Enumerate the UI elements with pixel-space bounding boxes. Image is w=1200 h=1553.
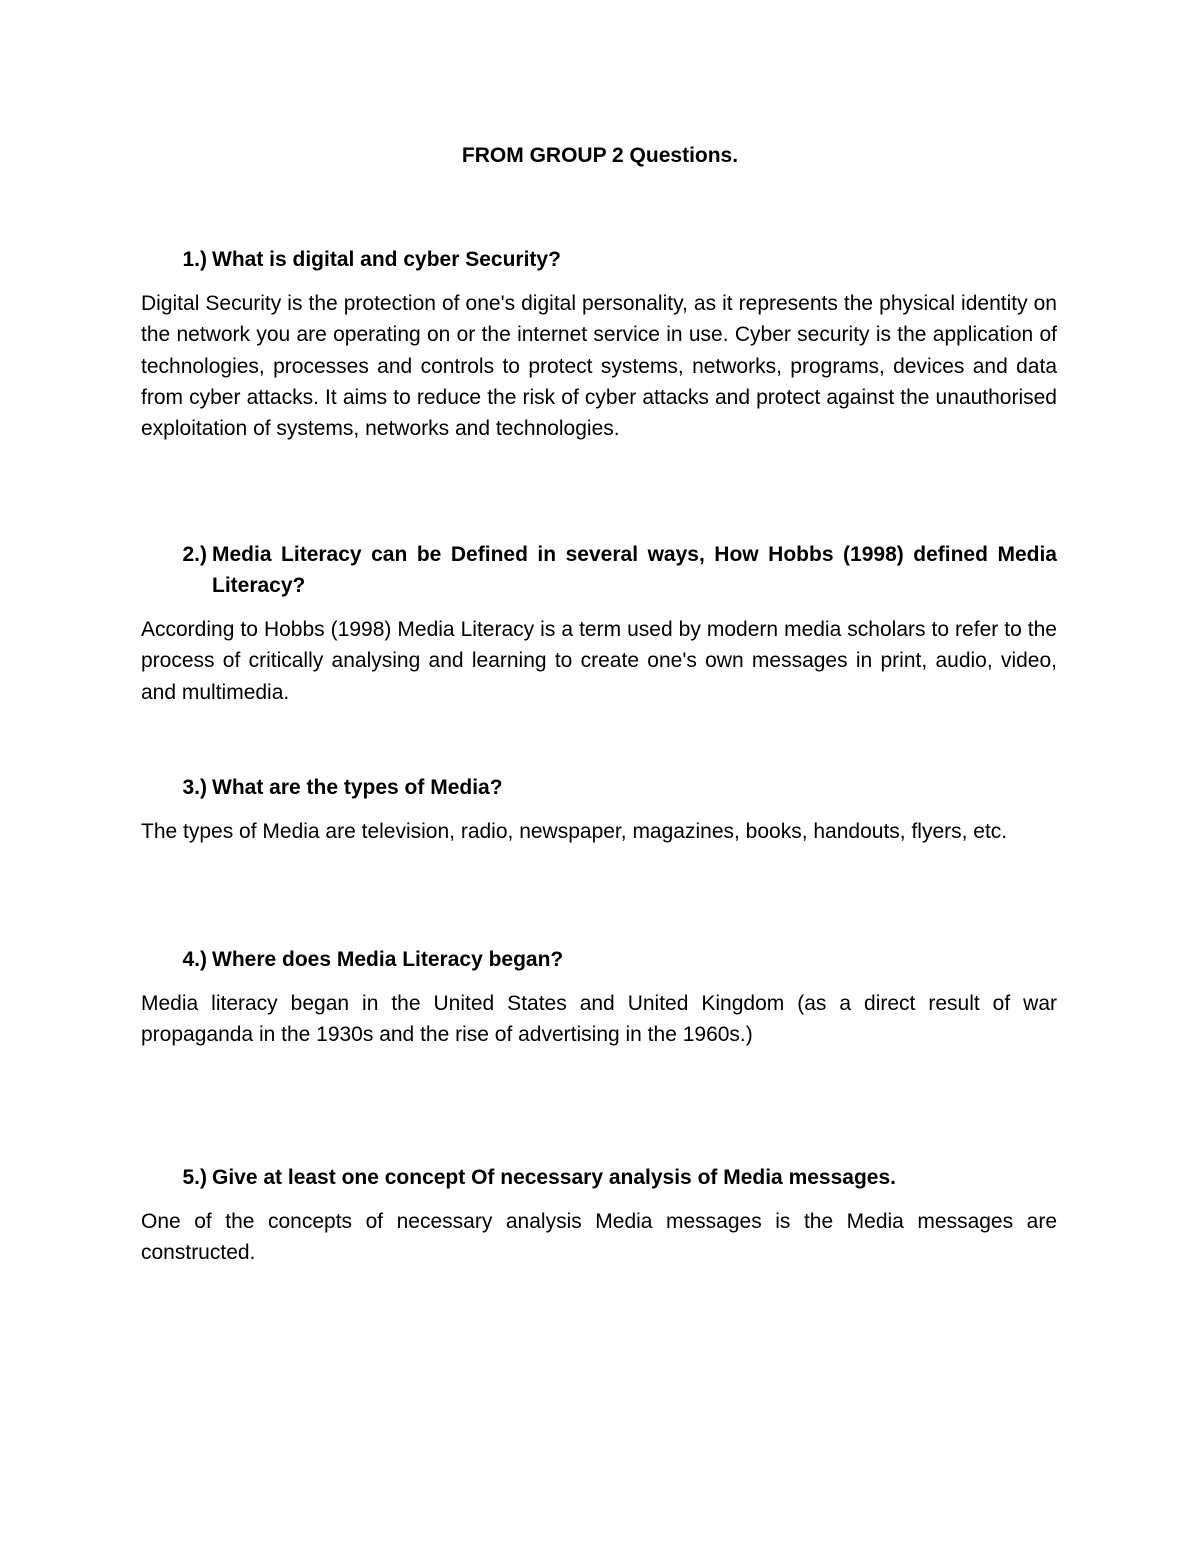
question-number: 2.) [182, 543, 207, 566]
qa-item-5 [141, 1162, 1057, 1269]
answer-2: According to Hobbs (1998) Media Literacy is a term used by modern media scholars to refer to the process of critically analysing and learning to create one's own messages in print, audio, video, and multimedia. [141, 618, 1057, 704]
question-number: 5.) [182, 1166, 207, 1189]
qa-item-3 [141, 772, 1057, 847]
question-text: Give at least one concept Of necessary analysis of Media messages. [212, 1166, 896, 1189]
answer-1: Digital Security is the protection of one's digital personality, as it represents the physical identity on the network you are operating on or the internet service in use. Cyber security is the application of technologies, processes and controls to protect systems, networks, programs, devices and data from cyber attacks. It aims to reduce the risk of cyber attacks and protect against the unauthorised exploitation of systems, networks and technologies. [141, 292, 1057, 441]
question-text: Where does Media Literacy began? [212, 948, 564, 971]
question-2 [141, 539, 1057, 601]
question-text: What is digital and cyber Security? [212, 248, 561, 271]
question-number: 1.) [182, 248, 207, 271]
qa-item-1 [141, 244, 1057, 444]
answer-3: The types of Media are television, radio, newspaper, magazines, books, handouts, flyers, etc. [141, 820, 1008, 843]
question-number: 4.) [182, 948, 207, 971]
question-text: Media Literacy can be Defined in several ways, How Hobbs (1998) defined Media Literacy? [212, 543, 1057, 597]
answer-5: One of the concepts of necessary analysis Media messages is the Media messages are constructed. [141, 1210, 1057, 1265]
document-title: FROM GROUP 2 Questions. [461, 144, 739, 167]
qa-item-4 [141, 944, 1057, 1051]
question-3 [141, 772, 1057, 803]
question-4 [141, 944, 1057, 975]
question-1 [141, 244, 1057, 275]
question-5 [141, 1162, 1057, 1193]
answer-4: Media literacy began in the United States and United Kingdom (as a direct result of war propaganda in the 1930s and the rise of advertising in the 1960s.) [141, 992, 1057, 1047]
question-text: What are the types of Media? [212, 776, 503, 799]
qa-item-2 [141, 539, 1057, 708]
question-number: 3.) [182, 776, 207, 799]
